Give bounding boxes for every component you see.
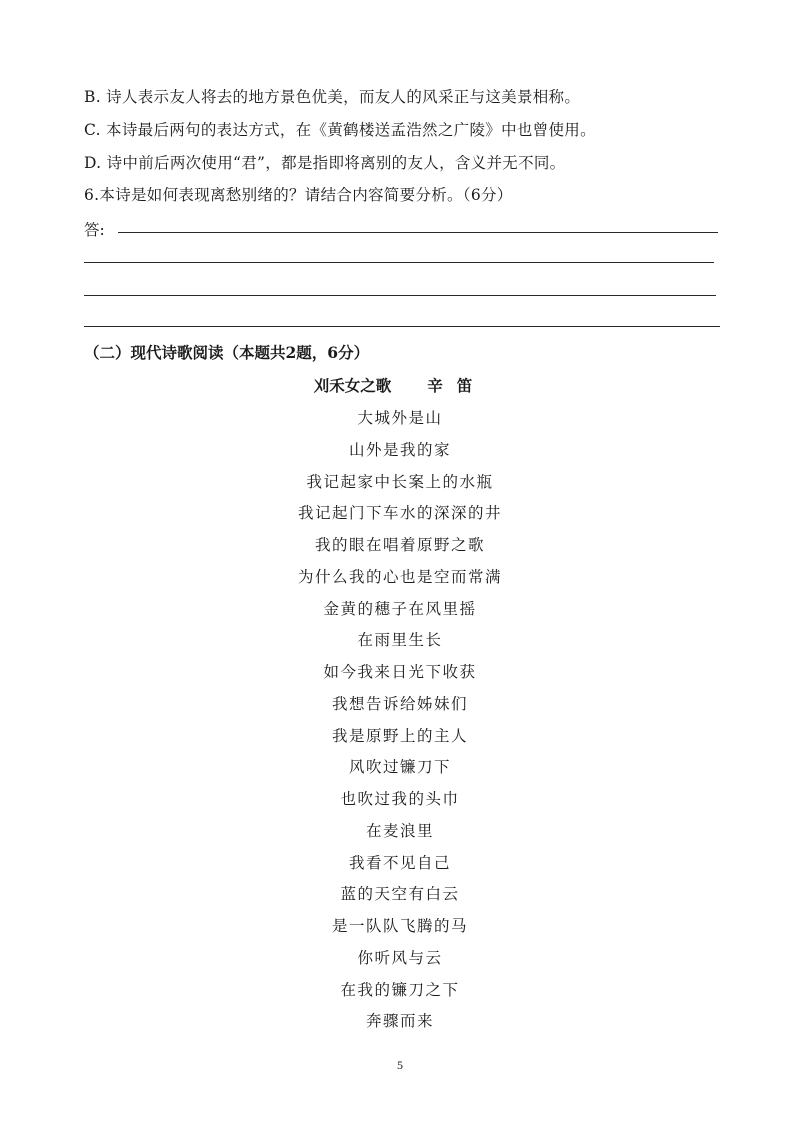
poem-heading: [0, 376, 800, 396]
poem-line: 奔骤而来: [365, 1012, 434, 1031]
poem-line: 在我的镰刀之下: [340, 980, 460, 999]
section-header: （二）现代诗歌阅读（本题共2题，6分）: [84, 343, 370, 362]
poem-author: 辛笛: [427, 376, 487, 395]
answer-label: 答:: [84, 221, 105, 239]
question5-option-b: B. 诗人表示友人将去的地方景色优美，而友人的风采正与这美景相称。: [84, 88, 581, 106]
poem-line: 金黄的穗子在风里摇: [323, 599, 477, 618]
page-number: 5: [397, 1058, 403, 1072]
poem-line: 我记起门下车水的深深的井: [297, 504, 502, 523]
poem-line: 为什么我的心也是空而常满: [297, 567, 502, 586]
question6-prompt: 6.本诗是如何表现离愁别绪的？请结合内容简要分析。（6分）: [84, 186, 513, 204]
poem-line: 山外是我的家: [348, 440, 451, 459]
answer-line: [118, 232, 718, 233]
poem-line: 如今我来日光下收获: [323, 663, 477, 681]
answer-line: [84, 262, 714, 263]
poem-line: 在麦浪里: [365, 821, 434, 840]
poem-line: 我是原野上的主人: [331, 726, 468, 745]
poem-line: 我记起家中长案上的水瓶: [306, 472, 494, 491]
poem-line: 也吹过我的头巾: [340, 790, 460, 808]
poem-line: 是一队队飞腾的马: [331, 917, 468, 935]
poem-line: 你听风与云: [357, 948, 443, 967]
question5-option-d: D. 诗中前后两次使用“君”，都是指即将离别的友人，含义并无不同。: [84, 154, 566, 172]
poem-body: [0, 406, 800, 1041]
poem-line: 我的眼在唱着原野之歌: [314, 536, 485, 554]
question5-option-c: C. 本诗最后两句的表达方式，在《黄鹤楼送孟浩然之广陵》中也曾使用。: [84, 121, 596, 139]
poem-line: 在雨里生长: [357, 631, 443, 650]
poem-line: 我看不见自己: [348, 853, 451, 872]
poem-line: 风吹过镰刀下: [348, 758, 451, 777]
poem-line: 我想告诉给姊妹们: [331, 694, 468, 713]
poem-line: 大城外是山: [357, 409, 443, 427]
poem-title: 刈禾女之歌: [313, 376, 392, 395]
answer-line: [84, 295, 716, 296]
answer-line: [84, 326, 720, 327]
poem-line: 蓝的天空有白云: [340, 885, 460, 904]
